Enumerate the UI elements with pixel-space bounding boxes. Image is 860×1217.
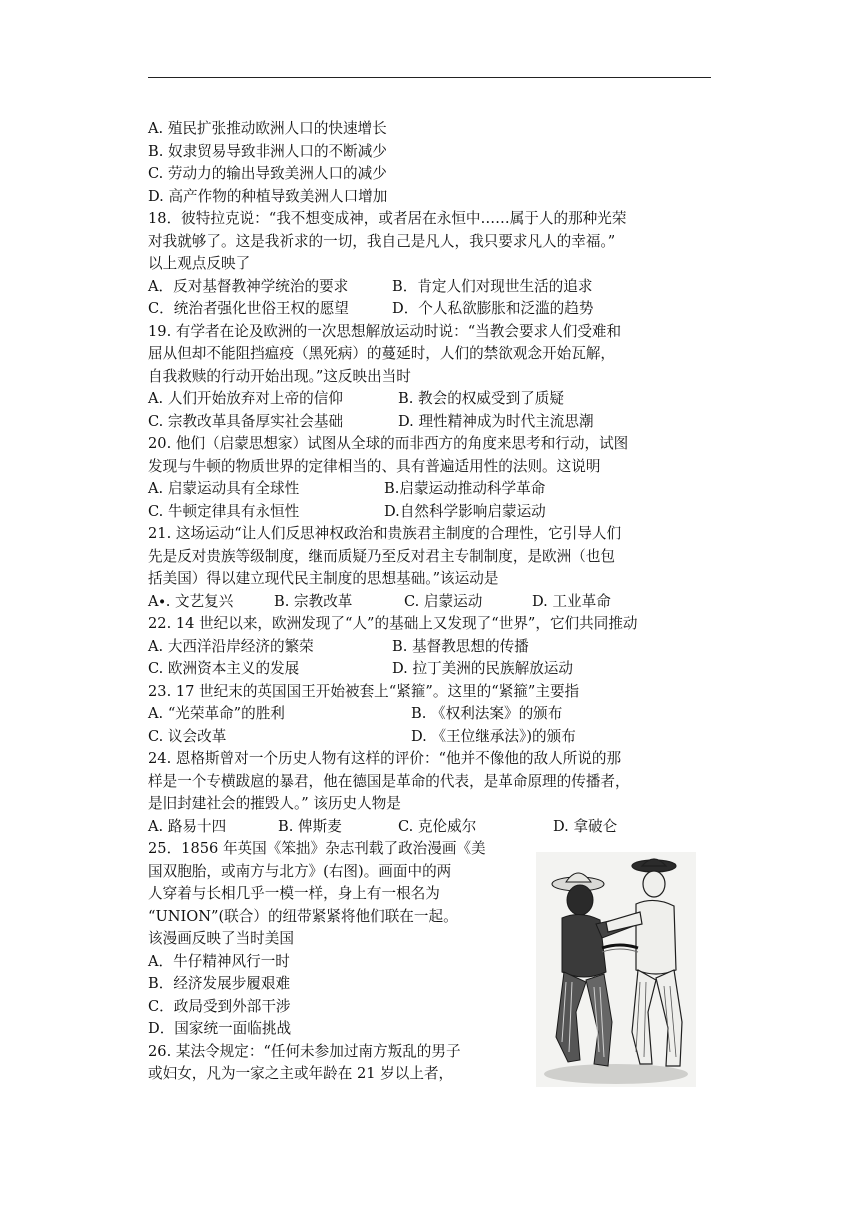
option-d: D. 拿破仑 [553, 817, 618, 835]
option-c: C．政局受到外部干涉 [148, 997, 291, 1015]
option-b: B．肯定人们对现世生活的追求 [392, 277, 593, 295]
option-b: B.启蒙运动推动科学革命 [384, 480, 546, 497]
question-stem-line: 20. 他们（启蒙思想家）试图从全球的而非西方的角度来思考和行动，试图 [148, 435, 629, 452]
option-c: C. 牛顿定律具有永恒性 [148, 502, 300, 520]
option-a: A∙. 文艺复兴 [148, 592, 234, 610]
option-a: A．牛仔精神风行一时 [148, 952, 290, 970]
question-22 [148, 613, 718, 681]
question-stem-line: 屈从但却不能阻挡瘟疫（黑死病）的蔓延时，人们的禁欲观念开始瓦解， [148, 345, 616, 362]
question-17-options [148, 118, 718, 208]
option-b: B．经济发展步履艰难 [148, 975, 291, 992]
question-stem-line: 人穿着与长相几乎一模一样，身上有一根名为 [148, 885, 440, 902]
question-stem-line: 自我救赎的行动开始出现。”这反映出当时 [148, 367, 411, 385]
question-stem-line: 23. 17 世纪末的英国国王开始被套上“紧箍”。这里的“紧箍”主要指 [148, 682, 580, 700]
option-c: C. 劳动力的输出导致美洲人口的减少 [148, 165, 387, 182]
option-b: B. 基督教思想的传播 [392, 637, 529, 655]
question-20 [148, 433, 718, 523]
option-b: B. 《权利法案》的颁布 [411, 705, 563, 722]
option-d: D. 拉丁美洲的民族解放运动 [392, 660, 573, 677]
option-c: C. 欧洲资本主义的发展 [148, 660, 300, 677]
question-stem-line: 该漫画反映了当时美国 [148, 930, 294, 947]
option-d: D.自然科学影响启蒙运动 [384, 502, 546, 520]
question-stem-line: 19. 有学者在论及欧洲的一次思想解放运动时说：“当教会要求人们受难和 [148, 322, 622, 340]
option-a: A. “光荣革命”的胜利 [148, 705, 285, 722]
option-a: A. 大西洋沿岸经济的繁荣 [148, 637, 314, 655]
option-d: D．个人私欲膨胀和泛滥的趋势 [392, 300, 594, 317]
political-cartoon-image [536, 852, 696, 1087]
question-stem-line: “UNION”(联合）的纽带紧紧将他们联在一起。 [148, 907, 458, 925]
question-21 [148, 523, 718, 613]
option-a: A．反对基督教神学统治的要求 [148, 277, 349, 295]
option-a: A. 人们开始放弃对上帝的信仰 [148, 390, 343, 407]
option-a: A. 殖民扩张推动欧洲人口的快速增长 [148, 120, 387, 137]
question-stem-line: 样是一个专横跋扈的暴君，他在德国是革命的代表，是革命原理的传播者， [148, 772, 630, 790]
option-a: A. 启蒙运动具有全球性 [148, 480, 300, 497]
question-23 [148, 681, 718, 749]
header-rule [148, 77, 711, 78]
option-c: C. 克伦威尔 [398, 817, 477, 835]
question-stem-line: 18．彼特拉克说：“我不想变成神，或者居在永恒中……属于人的那种光荣 [148, 210, 627, 227]
question-24 [148, 748, 718, 838]
question-stem-line: 发现与牛顿的物质世界的定律相当的、具有普遍适用性的法则。这说明 [148, 457, 601, 475]
option-b: B. 宗教改革 [274, 592, 353, 610]
question-stem-line: 24. 恩格斯曾对一个历史人物有这样的评价：“他并不像他的敌人所说的那 [148, 750, 622, 767]
question-stem-line: 国双胞胎，或南方与北方》(右图)。画面中的两 [148, 862, 452, 880]
option-d: D. 理性精神成为时代主流思潮 [398, 412, 594, 430]
question-stem-line: 25．1856 年英国《笨拙》杂志刊载了政治漫画《美 [148, 840, 486, 857]
option-c: C．统治者强化世俗王权的愿望 [148, 300, 349, 317]
question-stem-line: 21. 这场运动“让人们反思神权政治和贵族君主制度的合理性，它引导人们 [148, 525, 622, 542]
option-c: C. 启蒙运动 [404, 592, 483, 610]
option-c: C. 议会改革 [148, 727, 227, 745]
option-c: C. 宗教改革具备厚实社会基础 [148, 412, 344, 430]
question-stem-line: 或妇女，凡为一家之主或年龄在 21 岁以上者， [148, 1065, 454, 1082]
question-stem-line: 对我就够了。这是我祈求的一切，我自己是凡人，我只要求凡人的幸福。” [148, 232, 616, 250]
question-stem-line: 以上观点反映了 [148, 255, 251, 272]
question-stem-line: 26. 某法令规定：“任何未参加过南方叛乱的男子 [148, 1042, 461, 1060]
option-d: D. 工业革命 [532, 592, 611, 610]
question-stem-line: 是旧封建社会的摧毁人。” 该历史人物是 [148, 795, 401, 812]
question-18 [148, 208, 718, 321]
question-stem-line: 先是反对贵族等级制度，继而质疑乃至反对君主专制制度，是欧洲（也包 [148, 547, 616, 565]
question-stem-line: 22. 14 世纪以来，欧洲发现了“人”的基础上又发现了“世界”，它们共同推动 [148, 615, 638, 632]
option-d: D. 高产作物的种植导致美洲人口增加 [148, 187, 388, 205]
question-19 [148, 321, 718, 434]
option-b: B. 奴隶贸易导致非洲人口的不断减少 [148, 142, 387, 160]
question-stem-line: 括美国）得以建立现代民主制度的思想基础。”该运动是 [148, 570, 499, 587]
option-a: A. 路易十四 [148, 817, 227, 835]
option-b: B. 俾斯麦 [278, 817, 342, 835]
option-d: D. 《王位继承法》)的颁布 [411, 727, 576, 745]
option-d: D．国家统一面临挑战 [148, 1020, 292, 1037]
option-b: B. 教会的权威受到了质疑 [398, 390, 564, 407]
